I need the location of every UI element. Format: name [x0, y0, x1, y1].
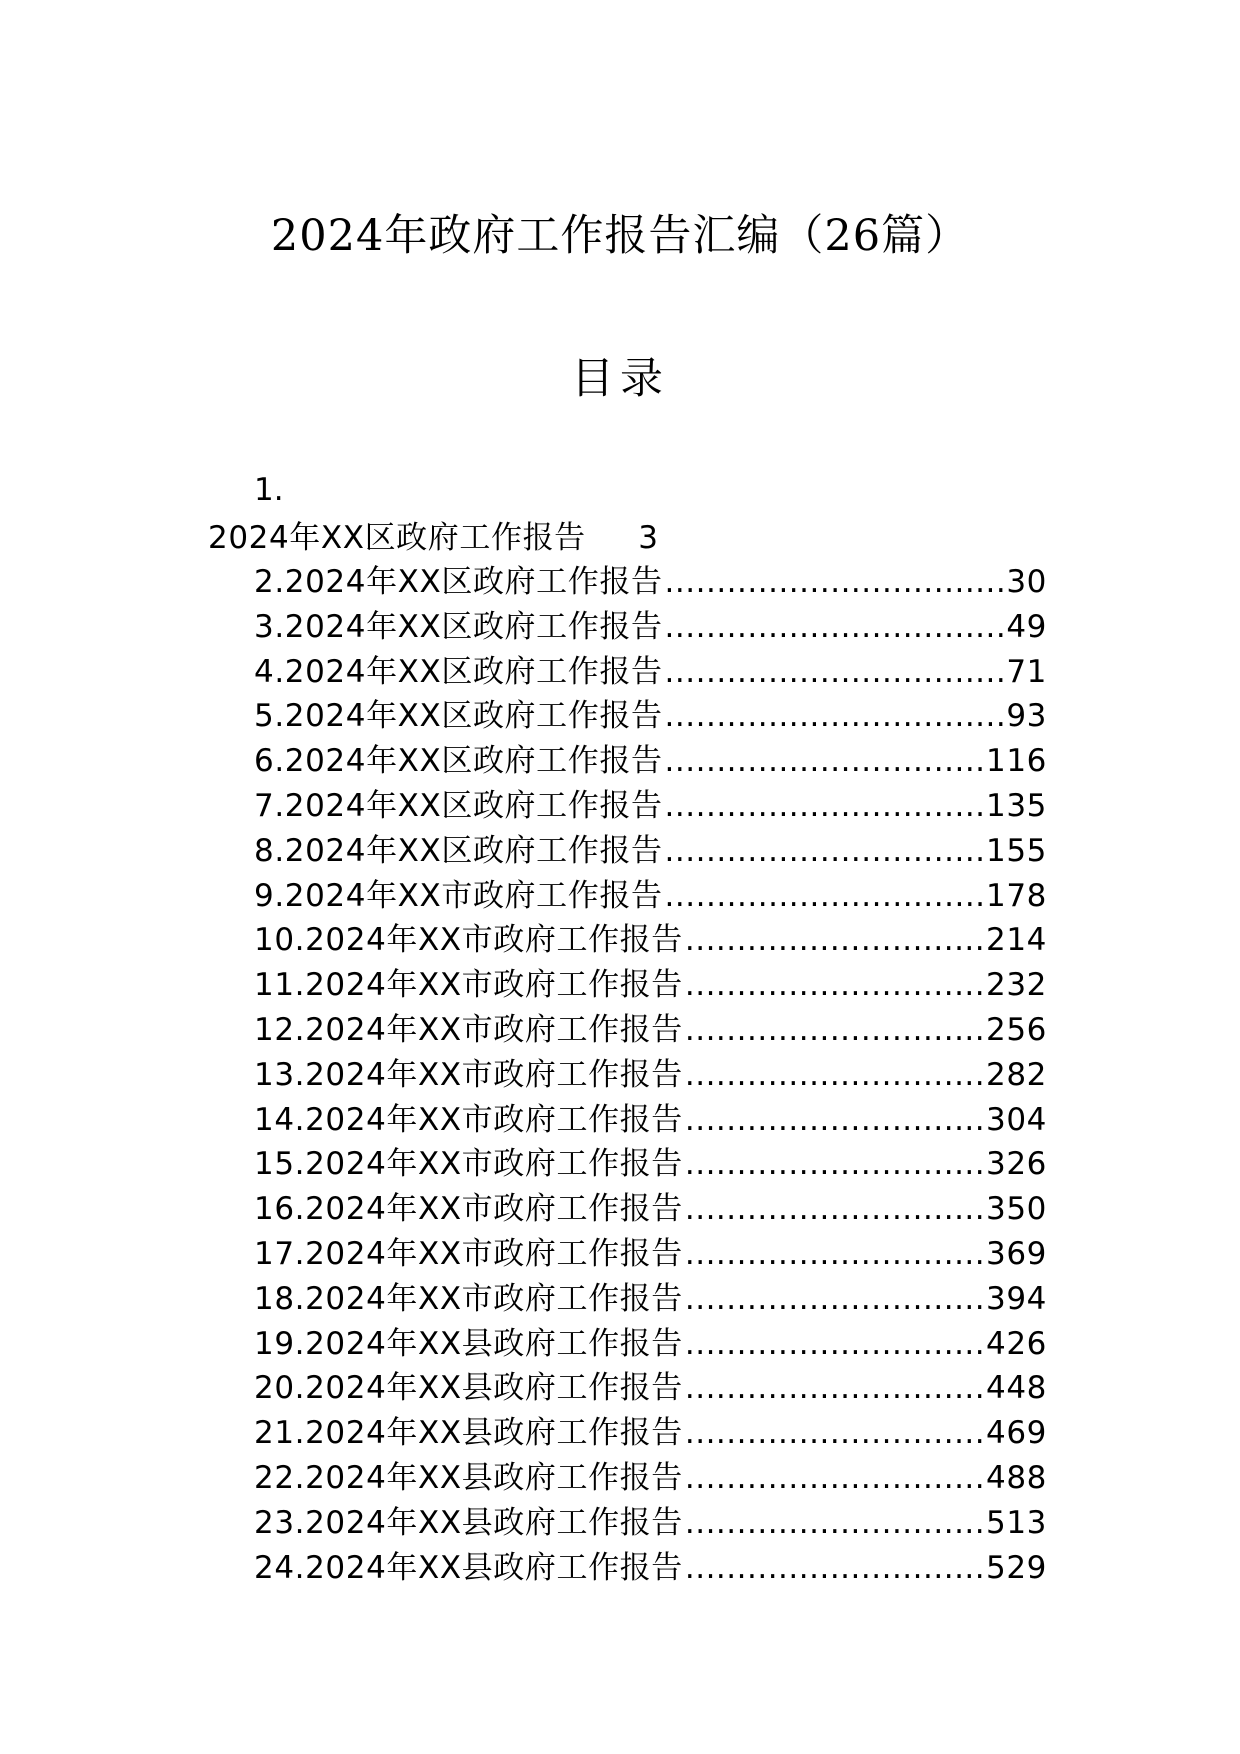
toc-dot-leader	[685, 1100, 984, 1140]
toc-entry-page: 394	[986, 1280, 1047, 1317]
toc-entry-title: 9.2024年XX市政府工作报告	[254, 877, 663, 914]
toc-entry-page: 155	[986, 832, 1047, 869]
toc-entry-page: 529	[986, 1549, 1047, 1586]
toc-entry-title: 4.2024年XX区政府工作报告	[254, 653, 663, 690]
toc-dot-leader	[685, 1324, 984, 1364]
toc-entry-page: 282	[986, 1056, 1047, 1093]
toc-entry-title: 22.2024年XX县政府工作报告	[254, 1460, 683, 1496]
toc-entry-page: 350	[986, 1191, 1047, 1228]
document-title: 2024年政府工作报告汇编（26篇）	[270, 211, 970, 261]
toc-entry-title: 16.2024年XX市政府工作报告	[254, 1191, 683, 1228]
toc-entry[interactable]	[254, 1189, 1047, 1229]
toc-entry-title: 2.2024年XX区政府工作报告	[254, 564, 663, 600]
toc-dot-leader	[685, 1279, 984, 1319]
toc-entry-page: 93	[1006, 698, 1047, 735]
toc-dot-leader	[685, 1503, 984, 1543]
toc-entry-title: 17.2024年XX市政府工作报告	[254, 1236, 683, 1272]
toc-dot-leader	[665, 876, 984, 916]
toc-entry-page: 326	[986, 1146, 1047, 1183]
toc-entry[interactable]	[254, 1548, 1047, 1588]
toc-entry[interactable]	[254, 876, 1047, 916]
toc-entry[interactable]	[254, 1055, 1047, 1095]
toc-entry-title: 18.2024年XX市政府工作报告	[254, 1280, 683, 1317]
toc-entry[interactable]	[254, 562, 1047, 602]
toc-entry[interactable]	[254, 1503, 1047, 1543]
toc-entry[interactable]	[254, 1100, 1047, 1140]
toc-entry[interactable]	[254, 1413, 1047, 1453]
toc-entry-title: 2024年XX区政府工作报告	[208, 520, 586, 556]
toc-entry[interactable]	[254, 1458, 1047, 1498]
toc-entry-title: 6.2024年XX区政府工作报告	[254, 743, 663, 780]
toc-dot-leader	[685, 1368, 984, 1408]
toc-entry-title: 8.2024年XX区政府工作报告	[254, 832, 663, 869]
toc-entry[interactable]	[254, 786, 1047, 826]
toc-entry-title: 13.2024年XX市政府工作报告	[254, 1056, 683, 1093]
toc-entry[interactable]	[254, 831, 1047, 871]
toc-dot-leader	[685, 1458, 984, 1498]
toc-entry-title: 11.2024年XX市政府工作报告	[254, 967, 683, 1004]
toc-entry-page: 448	[986, 1370, 1047, 1407]
toc-dot-leader	[665, 562, 1005, 602]
toc-entry[interactable]	[254, 1324, 1047, 1364]
toc-entry[interactable]	[254, 1010, 1047, 1050]
toc-entry-page: 369	[986, 1236, 1047, 1272]
toc-dot-leader	[685, 1413, 984, 1453]
toc-dot-leader	[665, 741, 984, 781]
toc-entry-title: 24.2024年XX县政府工作报告	[254, 1549, 683, 1586]
toc-entry-page: 30	[1006, 564, 1047, 600]
toc-entry-page: 116	[986, 743, 1047, 780]
toc-entry-title: 21.2024年XX县政府工作报告	[254, 1415, 683, 1452]
toc-entry-title: 10.2024年XX市政府工作报告	[254, 922, 683, 959]
toc-entry-page: 304	[986, 1101, 1047, 1138]
toc-entry-page: 256	[986, 1012, 1047, 1048]
toc-dot-leader	[665, 607, 1005, 647]
toc-entry-page: 469	[986, 1415, 1047, 1452]
toc-dot-leader	[665, 831, 984, 871]
toc-entry-title: 23.2024年XX县政府工作报告	[254, 1504, 683, 1541]
toc-entry[interactable]	[254, 696, 1047, 736]
toc-dot-leader	[685, 1189, 984, 1229]
toc-entry[interactable]	[254, 965, 1047, 1005]
toc-dot-leader	[685, 1144, 984, 1184]
toc-entry[interactable]	[254, 1144, 1047, 1184]
toc-entry-page: 513	[986, 1504, 1047, 1541]
toc-dot-leader	[685, 965, 984, 1005]
toc-entry-page: 49	[1006, 608, 1047, 645]
toc-entry-title: 15.2024年XX市政府工作报告	[254, 1146, 683, 1183]
toc-heading: 目录	[571, 354, 669, 404]
toc-dot-leader	[685, 1234, 984, 1274]
toc-dot-leader	[665, 696, 1005, 736]
toc-entry-page: 488	[986, 1460, 1047, 1496]
toc-first-entry-number: 1.	[254, 472, 284, 508]
toc-entry-page: 135	[986, 788, 1047, 824]
toc-entry-page: 71	[1006, 653, 1047, 690]
toc-entry-title: 7.2024年XX区政府工作报告	[254, 788, 663, 824]
toc-entry-title: 19.2024年XX县政府工作报告	[254, 1325, 683, 1362]
toc-entry-page: 178	[986, 877, 1047, 914]
toc-entry-title: 20.2024年XX县政府工作报告	[254, 1370, 683, 1407]
toc-dot-leader	[685, 1055, 984, 1095]
toc-dot-leader	[665, 786, 984, 826]
toc-dot-leader	[685, 1010, 984, 1050]
toc-entry[interactable]	[254, 1234, 1047, 1274]
toc-entry[interactable]	[254, 607, 1047, 647]
toc-entry[interactable]	[254, 652, 1047, 692]
toc-dot-leader	[665, 652, 1005, 692]
toc-entry-page: 3	[638, 520, 659, 556]
toc-entry-page: 214	[986, 922, 1047, 959]
toc-entry-page: 426	[986, 1325, 1047, 1362]
toc-entry-page: 232	[986, 967, 1047, 1004]
toc-entry[interactable]	[254, 920, 1047, 960]
toc-entry[interactable]	[254, 1368, 1047, 1408]
toc-entry-title: 14.2024年XX市政府工作报告	[254, 1101, 683, 1138]
toc-dot-leader	[685, 1548, 984, 1588]
toc-entry-title: 5.2024年XX区政府工作报告	[254, 698, 663, 735]
toc-entry[interactable]	[254, 741, 1047, 781]
toc-entry[interactable]	[254, 1279, 1047, 1319]
toc-entry-title: 3.2024年XX区政府工作报告	[254, 608, 663, 645]
toc-entry-title: 12.2024年XX市政府工作报告	[254, 1012, 683, 1048]
toc-dot-leader	[685, 920, 984, 960]
